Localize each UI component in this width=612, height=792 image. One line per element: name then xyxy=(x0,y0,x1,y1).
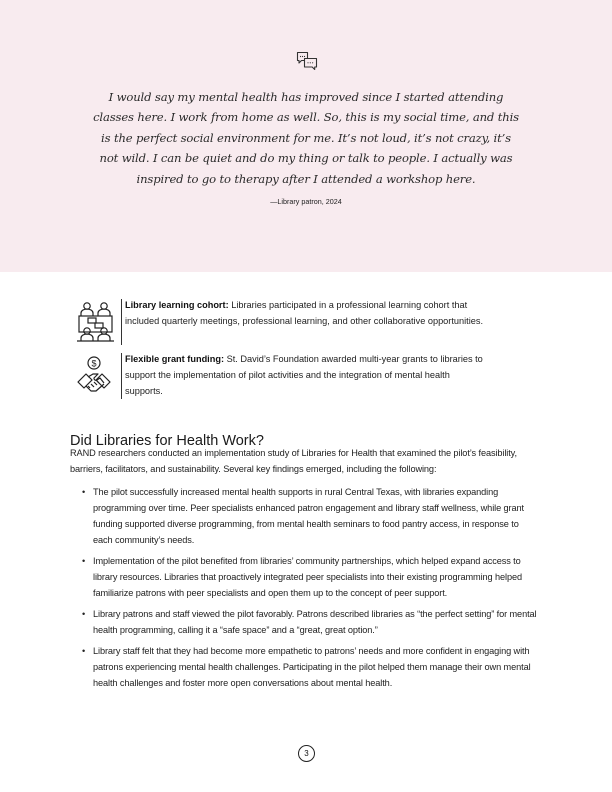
list-item xyxy=(70,643,540,691)
quote-attribution: —Library patron, 2024 xyxy=(270,197,342,206)
finding-text: Implementation of the pilot benefited from libraries’ community partnerships, which helped expand access to library resources. Libraries that proactively integrated peer specialists into their existing programming helped familiarize patrons with peer specialists and open them up to the concept of peer support. xyxy=(93,556,522,598)
speech-bubbles-icon xyxy=(296,51,318,71)
section-heading: Did Libraries for Health Work? xyxy=(70,433,264,450)
page-number: 3 xyxy=(298,745,315,762)
list-item xyxy=(70,484,540,548)
feature-title: Library learning cohort: xyxy=(125,300,229,310)
bullet-icon: • xyxy=(82,646,86,656)
patron-quote: I would say my mental health has improved since I started attending classes here. I work from home as well. So, this is my social time, and this is the perfect social environment for me. It’s not loud, it’s not crazy, it’s not wild. I can be quiet and do my thing or talk to people. I actually was inspired to go to therapy after I attended a workshop here. xyxy=(93,90,519,186)
bullet-icon: • xyxy=(82,556,86,566)
group-meeting-icon xyxy=(76,301,116,345)
feature-text xyxy=(125,297,485,329)
bullet-icon: • xyxy=(82,609,86,619)
list-item xyxy=(70,553,540,601)
feature-body: St. David’s Foundation awarded multi-year grants to libraries to support the implementation of pilot activities and the integration of mental health supports. xyxy=(125,354,483,396)
feature-divider xyxy=(121,353,122,399)
list-item xyxy=(70,606,540,638)
findings-list xyxy=(70,484,540,696)
finding-text: Library staff felt that they had become more empathetic to patrons’ needs and more confident in engaging with patrons experiencing mental health challenges. Participating in the pilot helped them manage their own mental health challenges and foster more open conversations about mental health. xyxy=(93,646,531,688)
feature-body: Libraries participated in a professional learning cohort that included quarterly meetings, professional learning, and other collaborative opportunities. xyxy=(125,300,484,326)
svg-text:$: $ xyxy=(91,358,97,369)
finding-text: Library patrons and staff viewed the pilot favorably. Patrons described libraries as “the perfect setting” for mental health programming, calling it a “safe space” and a “great, great option.” xyxy=(93,609,537,635)
section-intro: RAND researchers conducted an implementation study of Libraries for Health that examined the pilot’s feasibility, barriers, facilitators, and sustainability. Several key findings emerged, including the following: xyxy=(70,448,517,474)
feature-text xyxy=(125,351,485,399)
finding-text: The pilot successfully increased mental health supports in rural Central Texas, with libraries expanding programming over time. Peer specialists enhanced patron engagement and library staff wellness, while grant funding supported diverse programming, from mental health seminars to food pantry access, in response to each community’s needs. xyxy=(93,487,524,545)
feature-divider xyxy=(121,299,122,345)
handshake-dollar-icon xyxy=(76,355,116,399)
feature-title: Flexible grant funding: xyxy=(125,354,225,364)
quote-band xyxy=(0,0,612,272)
bullet-icon: • xyxy=(82,487,86,497)
